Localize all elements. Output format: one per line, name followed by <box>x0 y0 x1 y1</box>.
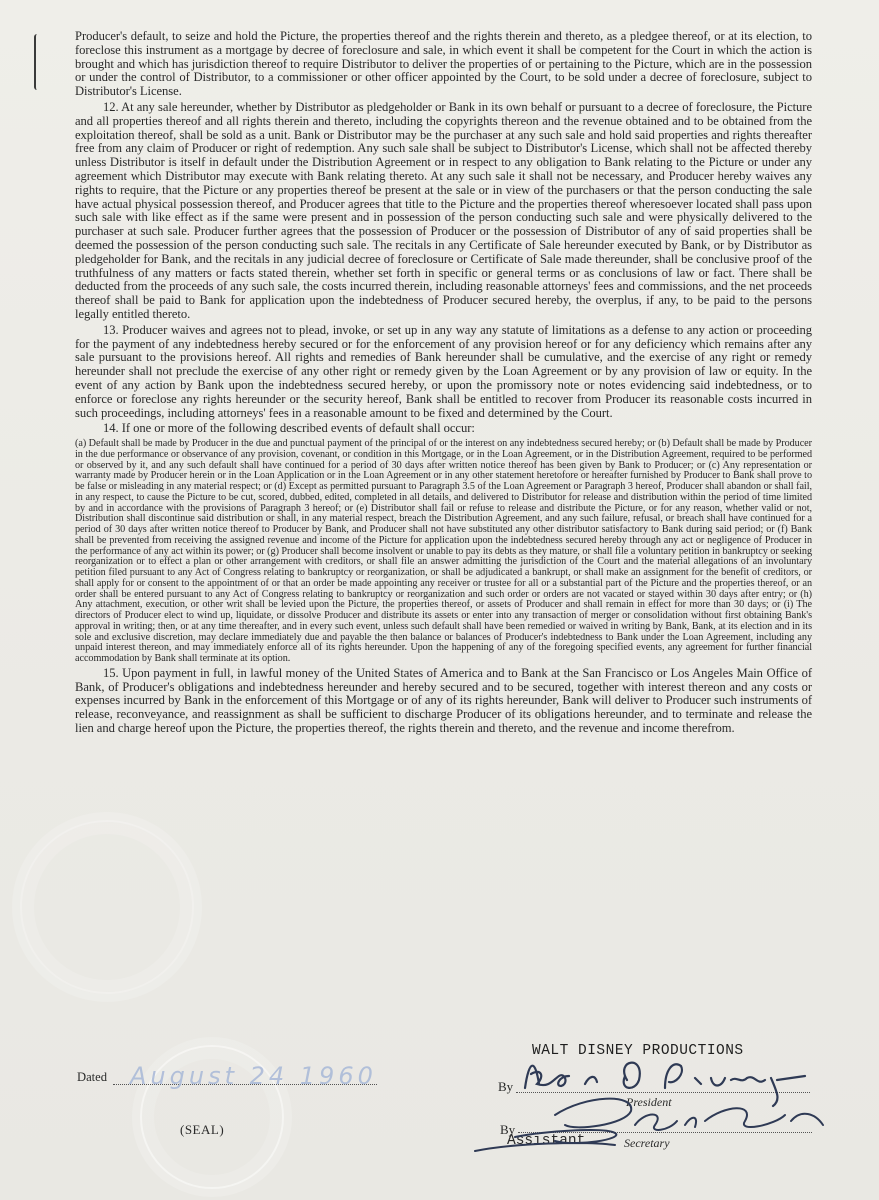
by-label-secretary: By <box>500 1122 516 1137</box>
dated-label: Dated <box>77 1070 108 1084</box>
title-president: President <box>626 1095 672 1109</box>
paragraph-14-clauses: (a) Default shall be made by Producer in the due and punctual payment of the principal of or the interest on any indebtedness secured hereby; or (b) Default shall be made by Producer in the due performance or observance of any provision, covenant, or condition in this Mortgage, or in the Loan Agreement, or in the Distribution Agreement, required to be performed or observed by it, and any such default shall have continued for a period of 30 days after written notice thereof has been given by Bank to Producer; or (c) Any representation or warranty made by Producer herein or in the Loan Application or in the Loan Agreement or in any other statement heretofore or hereafter furnished by Producer to Bank shall prove to be false or misleading in any material respect; or (d) Except as permitted pursuant to Paragraph 3.5 of the Loan Agreement or Paragraph 3 hereof, Producer shall abandon or shall fail, in any respect, to cause the Picture to be cut, scored, dubbed, edited, completed in all details, and delivered to Distributor for release and distribution within the period of time limited by and in accordance with the provisions of Paragraph 3 hereof; or (e) Distributor shall fail or refuse to release and distribute the Picture, or for any reason, whether valid or not, Distribution shall discontinue said distribution or shall, in any material respect, breach the Distribution Agreement, and any such failure, refusal, or breach shall have continued for a period of 30 days after written notice thereof to Producer by Bank, and Producer shall not have substituted any other distributor satisfactory to Bank during said period; or (f) Bank shall be prevented from receiving the assigned revenue and income of the Picture for application upon the indebtedness secured hereby through any act or negligence of Producer in the performance of any act within its power; or (g) Producer shall become insolvent or unable to pay its debts as they mature, or shall file a voluntary petition in bankruptcy or seeking reorganization or to effect a plan or other arrangement with creditors, or shall file an answer admitting the jurisdiction of the Court and the material allegations of an involuntary petition filed pursuant to any Act of Congress relating to bankruptcy or reorganization, or shall be adjudicated a bankrupt, or shall make an assignment for the benefit of creditors, or shall apply for or consent to the appointment of or that an order be made appointing any receiver or trustee for all or a substantial part of the Picture and the properties thereof, or an order shall be entered pursuant to any Act of Congress relating to bankruptcy or reorganization and such order or orders are not vacated or stayed within 30 days after entry; or (h) Any attachment, execution, or other writ shall be levied upon the Picture, the properties thereof, or assets of Producer and shall remain in effect for more than 30 days; or (i) The directors of Producer elect to wind up, liquidate, or dissolve Producer and distribute its assets or enter into any transaction of merger or consolidation without first obtaining Bank's approval in writing; then, or at any time thereafter, and in every such event, unless such default shall have been remedied or waived in writing by Bank, Bank, at its election and in its sole and exclusive discretion, may declare immediately due and payable the then balance or balances of Producer's indebtedness to Bank under the Loan Agreement, including any unpaid interest thereon, and may immediately enforce all of its rights hereunder. Upon the happening of any of the foregoing specified events, any agreement for further financial accommodation by Bank shall terminate at its option. <box>75 438 812 665</box>
title-secretary: Secretary <box>624 1136 670 1150</box>
by-label-president: By <box>498 1079 514 1094</box>
paragraph-12: 12. At any sale hereunder, whether by Distributor as pledgeholder or Bank in its own behalf or pursuant to a decree of foreclosure, the Picture and all properties thereof and all rights therein and thereto, including the copyrights thereon and the revenue obtained and to be obtained from the exploitation thereof, shall be sold as a unit. Bank or Distributor may be the purchaser at any such sale and hold said properties and rights thereafter free from any claim of Producer or right of redemption. Any such sale shall be subject to Distributor's License, which shall not be affected thereby unless Distributor is itself in default under the Distribution Agreement or in respect to any obligation to Bank relating to the Picture or under any agreement which Distributor may execute with Bank relating thereto. At any such sale it shall not be necessary, and Producer hereby waives any rights to require, that the Picture or any properties thereof be present at the sale or in view of the purchasers or that the person conducting the sale have actual physical possession thereof, and Producer agrees that title to the Picture and the properties thereof wheresoever located shall pass upon such sale with like effect as if the same were present and in possession of the person conducting such sale and were physically delivered to the purchaser at such sale. Producer further agrees that the possession of Producer or the possession of Distributor of any of said properties shall be deemed the possession of the person conducting such sale. The recitals in any Certificate of Sale hereunder executed by Bank, or by Distributor as pledgeholder for Bank, and the recitals in any judicial decree of foreclosure or Certificate of Sale made thereunder, shall be conclusive proof of the truthfulness of any matters or facts stated therein, whether set forth in specific or general terms or as conclusions of law or fact. There shall be deducted from the proceeds of any such sale, the costs incurred therein, including reasonable attorneys' fees and commissions, and the net proceeds thereof shall be paid to Bank for application upon the indebtedness of Producer secured hereby, the overplus, if any, to be paid to the persons legally entitled thereto. <box>75 99 812 321</box>
dated-value: August 24 1960 <box>130 1062 377 1090</box>
signature-secretary <box>455 1085 835 1165</box>
binding-mark <box>34 34 42 90</box>
paragraph-14-heading: 14. If one or more of the following described events of default shall occur: <box>103 421 475 436</box>
seal-label: (SEAL) <box>180 1122 225 1137</box>
title-assistant: Assistant <box>507 1133 586 1149</box>
paragraph-15: 15. Upon payment in full, in lawful money of the United States of America and to Bank at the San Francisco or Los Angeles Main Office of Bank, of Producer's obligations and indebtedness hereunder and hereby secured and to be secured, together with interest thereon and any costs or expenses incurred by Bank in the enforcement of this Mortgage or of any of its rights hereunder, Bank will deliver to Producer such instruments of release, reconveyance, and reassignment as shall be sufficient to discharge Producer of its obligations hereunder, and to terminate and release the lien and charge hereof upon the Picture, the properties thereof, the rights therein and thereto, and the revenue and income therefrom. <box>75 665 812 736</box>
document-body <box>75 30 812 738</box>
paragraph-continued: Producer's default, to seize and hold the Picture, the properties thereof and the rights therein and thereto, as a pledgee thereof, or at its election, to foreclose this instrument as a mortgage by decree of foreclosure and sale, in which event it shall be competent for the Court in which the action is brought and which has jurisdiction thereof to require Distributor to deliver the properties of or pertaining to the Picture, which are in the possession or under the control of Distributor, to a commissioner or other officer appointed by the Court, to be sold under a decree of foreclosure, subject to Distributor's License. <box>75 29 812 99</box>
company-name: WALT DISNEY PRODUCTIONS <box>532 1043 744 1059</box>
paragraph-13: 13. Producer waives and agrees not to plead, invoke, or set up in any way any statute of limitations as a defense to any action or proceeding for the payment of any indebtedness hereby secured or for the enforcement of any provision hereof or for any deficiency which remains after any sale pursuant to the provisions hereof. All rights and remedies of Bank hereunder shall be cumulative, and the exercise of any right or remedy hereunder shall not preclude the exercise of any other right or remedy given by the Loan Agreement or by any provision of law or equity. In the event of any action by Bank upon the indebtedness secured hereby, or upon the promissory note or notes evidencing said indebtedness, or to enforce or foreclose any rights hereunder or the security hereof, Bank shall be entitled to recover from Producer its reasonable costs incurred in such proceedings, including attorneys' fees in a reasonable amount to be fixed and determined by the Court. <box>75 322 812 420</box>
embossed-seal <box>20 820 194 994</box>
